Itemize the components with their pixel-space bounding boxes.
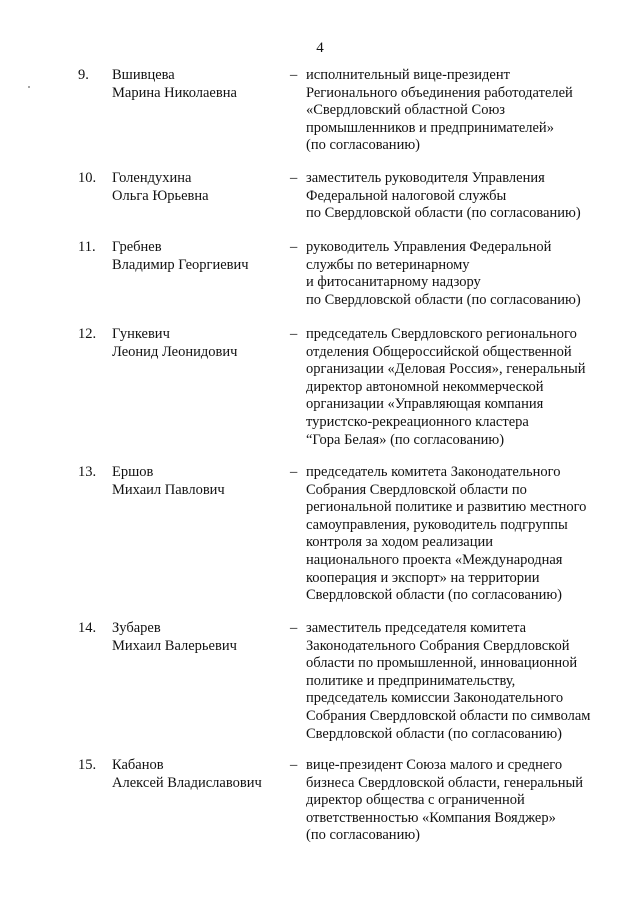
position-line: ответственностью «Компания Вояджер»: [306, 809, 556, 826]
position-description: [306, 239, 606, 309]
position-line: (по согласованию): [306, 827, 420, 844]
person-name: [112, 757, 282, 792]
position-line: национального проекта «Международная: [306, 551, 563, 568]
position-line: “Гора Белая» (по согласованию): [306, 431, 505, 448]
entry-number: 14.: [78, 620, 97, 636]
position-line: «Свердловский областной Союз: [306, 102, 506, 119]
entry-dash: –: [290, 464, 298, 480]
position-line: вице-президент Союза малого и среднего: [306, 757, 563, 773]
position-description: [306, 464, 606, 605]
person-given-names: Марина Николаевна: [112, 84, 237, 101]
position-line: директор общества с ограниченной: [306, 792, 525, 809]
entry-number: 15.: [78, 757, 97, 773]
position-line: директор автономной некоммерческой: [306, 378, 544, 395]
position-description: [306, 757, 606, 845]
position-line: Регионального объединения работодателей: [306, 84, 573, 101]
person-given-names: Владимир Георгиевич: [112, 256, 249, 273]
position-line: политике и предпринимательству,: [306, 672, 516, 689]
position-line: председатель Свердловского регионального: [306, 326, 577, 342]
position-line: руководитель Управления Федеральной: [306, 239, 552, 255]
person-surname: Ершов: [112, 464, 154, 480]
entry-number: 10.: [78, 170, 97, 186]
scan-speck: [28, 86, 30, 88]
entry-dash: –: [290, 239, 298, 255]
position-description: [306, 326, 606, 449]
person-surname: Зубарев: [112, 620, 161, 636]
position-line: самоуправления, руководитель подгруппы: [306, 516, 568, 533]
position-line: региональной политике и развитию местного: [306, 499, 587, 516]
position-line: заместитель председателя комитета: [306, 620, 527, 636]
person-given-names: Михаил Валерьевич: [112, 637, 237, 654]
position-line: по Свердловской области (по согласованию): [306, 205, 581, 222]
person-surname: Гункевич: [112, 326, 170, 342]
position-description: [306, 67, 606, 155]
entry-dash: –: [290, 170, 298, 186]
position-line: области по промышленной, инновационной: [306, 655, 578, 672]
person-given-names: Михаил Павлович: [112, 481, 225, 498]
position-line: Собрания Свердловской области по символам: [306, 707, 591, 724]
person-name: [112, 170, 282, 205]
position-line: заместитель руководителя Управления: [306, 170, 545, 186]
person-surname: Вшивцева: [112, 67, 175, 83]
position-line: и фитосанитарному надзору: [306, 274, 481, 291]
position-line: Законодательного Собрания Свердловской: [306, 637, 570, 654]
entry-number: 9.: [78, 67, 89, 83]
position-line: службы по ветеринарному: [306, 256, 470, 273]
position-line: отделения Общероссийской общественной: [306, 343, 572, 360]
entry-number: 11.: [78, 239, 96, 255]
person-name: [112, 67, 282, 102]
person-given-names: Ольга Юрьевна: [112, 187, 209, 204]
position-line: председатель комиссии Законодательного: [306, 690, 564, 707]
position-line: Федеральной налоговой службы: [306, 187, 507, 204]
person-name: [112, 620, 282, 655]
page-number: 4: [316, 40, 324, 56]
position-line: организации «Деловая Россия», генеральный: [306, 361, 586, 378]
entry-number: 12.: [78, 326, 97, 342]
position-line: контроля за ходом реализации: [306, 534, 494, 551]
entry-dash: –: [290, 326, 298, 342]
position-line: бизнеса Свердловской области, генеральный: [306, 774, 584, 791]
position-description: [306, 620, 606, 743]
position-line: исполнительный вице-президент: [306, 67, 510, 83]
person-surname: Гребнев: [112, 239, 162, 255]
person-surname: Голендухина: [112, 170, 192, 186]
position-line: по Свердловской области (по согласованию): [306, 291, 581, 308]
position-line: Свердловской области (по согласованию): [306, 725, 563, 742]
position-line: кооперация и экспорт» на территории: [306, 569, 540, 586]
position-line: Собрания Свердловской области по: [306, 481, 527, 498]
position-line: туристско-рекреационного кластера: [306, 413, 529, 430]
person-name: [112, 464, 282, 499]
position-line: (по согласованию): [306, 137, 420, 154]
person-name: [112, 326, 282, 361]
entry-dash: –: [290, 620, 298, 636]
person-surname: Кабанов: [112, 757, 164, 773]
person-given-names: Леонид Леонидович: [112, 343, 238, 360]
person-given-names: Алексей Владиславович: [112, 774, 262, 791]
position-line: промышленников и предпринимателей»: [306, 119, 554, 136]
entry-dash: –: [290, 757, 298, 773]
position-description: [306, 170, 606, 223]
entry-dash: –: [290, 67, 298, 83]
position-line: организации «Управляющая компания: [306, 396, 544, 413]
position-line: Свердловской области (по согласованию): [306, 587, 563, 604]
person-name: [112, 239, 282, 274]
position-line: председатель комитета Законодательного: [306, 464, 561, 480]
entry-number: 13.: [78, 464, 97, 480]
